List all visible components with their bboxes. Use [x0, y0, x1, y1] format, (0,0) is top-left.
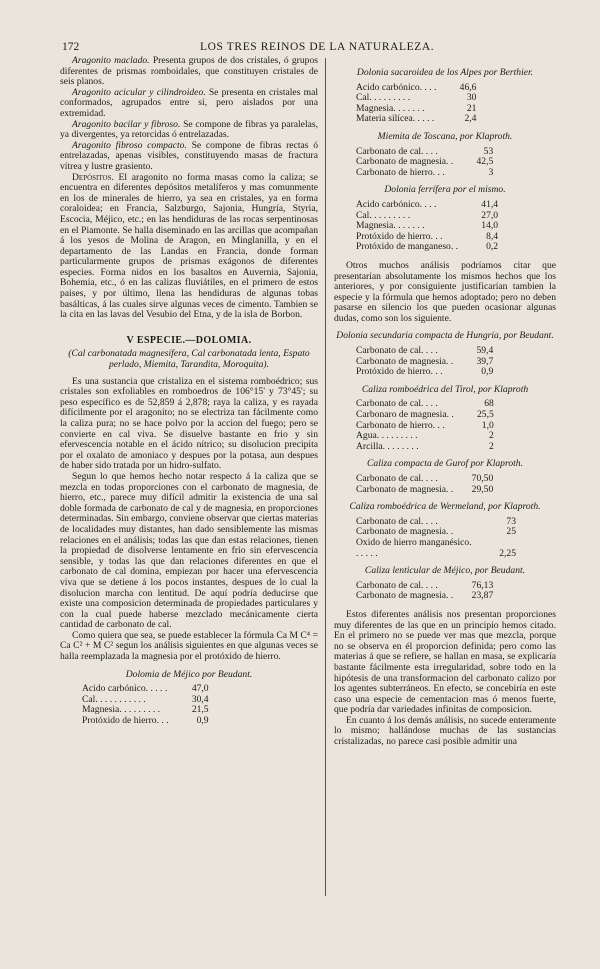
analysis-table [356, 399, 494, 452]
component-label: Carbonato de cal. . . . [356, 345, 438, 357]
component-label: Acido carbónico. . . . [356, 198, 437, 210]
table-row [356, 538, 516, 559]
component-value: 2 [488, 440, 494, 452]
analysis-table [356, 200, 498, 253]
component-value: 8,4 [486, 230, 499, 242]
component-label: Magnesia. . . . . . . [356, 220, 425, 232]
component-label: Carbonato de cal. . . . [356, 579, 438, 591]
component-label: Acido carbónico. . . . [356, 81, 437, 93]
component-label: Arcilla. . . . . . . . [356, 440, 419, 452]
variety-name: Aragonito bacilar y fibroso. [72, 118, 181, 130]
section-heading: V ESPECIE.—DOLOMIA. [126, 334, 252, 346]
paragraph-text: El aragonito no forma masas como la caliza; se encuentra en diferentes depósitos metalíferos y mas comunmente en los de minerales de hierro, ya sea en cristales, ya en forma coraloidea; en Francia, Salzburgo, Sajonia, Hungría, Styria, Escocia, Méjico, etc.; en las hendiduras de las rocas serpentinosas en el Piamonte. Se halla diseminado en las arcillas que acompañan á los yesos de Molina de Aragon, en Minglanilla, y en el departamento de las Landas en Francia, donde forman particularmente grupos de prismas exágonos de diferentes especies. Forma nidos en los basaltos en Auvernia, Sajonia, Bohemia, etc., ó en las calizas fluviátiles, en el primero de estos paises, y por último, llena las hendiduras de algunas tobas basálticas, á las cuales sirve algunas veces de cimento. Tambien se la cita en las lavas del Vesubio del Etna, y de la isla de Borbon. [60, 171, 318, 321]
paragraph: Estos diferentes análisis nos presentan proporciones muy diferentes de las que en un principio hemos citado. En el primero no se puede ver mas que mezcla, porque no se observa en él proporcion definida; pero como las materias á que se refiere, se hallan en masa, se explicaría bastante fácilmente esta irregularidad, sobre todo en la hipótesis de una transformacion del carbonato calizo por los agentes subterráneos. En efecto, se concebiría en este caso una especie de cementacion mas ó menos fuerte, que podría dar variedades infinitas de composicion. [334, 608, 556, 716]
running-header [62, 41, 562, 55]
analysis-table [356, 517, 516, 559]
component-value: 2,25 [499, 547, 516, 559]
component-label: Carbonato de cal. . . . [356, 145, 438, 157]
component-value: 59,4 [476, 345, 494, 357]
table-row [356, 168, 493, 179]
component-label: Materia silícea. . . . . [356, 113, 435, 125]
paragraph: Segun lo que hemos hecho notar respecto á la caliza que se mezcla en todas proporciones con el carbonato de magnesia, de hierro, etc., parece muy difícil admitir la existencia de una sal doble formada de carbonato de cal y de magnesia, en proporciones determinadas. Sin embargo, conviene observar que ciertas materias de localidades muy distantes, han dado sensiblemente las mismas relaciones en el análisis; todas las que dan estas relaciones, tienen la propiedad de disolverse lentamente en frio sin efervescencia sensible, y todas las que dan relaciones diferentes en que el carbonato de cal domina, empiezan por hacer una efervescencia viva que se detiene á los pocos instantes, despues de lo cual la disolucion marcha con lentitud. De aquí podría deducirse que existe una composicion determinada de propiedades particulares y con la cual puede haberse mezclado mecánicamente cierta cantidad de carbonato de cal. [60, 470, 318, 631]
analysis-title: Miemita de Toscana, por Klaproth. [377, 130, 513, 142]
paragraph-text: Se presenta en cristales mal conformados, agrupados entre sí, pero aislados por una extremidad. [60, 86, 318, 119]
table-row [356, 114, 476, 125]
variety-name: Aragonito maclado. [72, 55, 150, 66]
component-label: Carbonato de magnesia. . [356, 590, 454, 602]
paragraph [60, 173, 318, 321]
paragraph-text: Se compone de fibras ya paralelas, ya divergentes, ya retorcidas ó entrelazadas. [60, 118, 318, 141]
column-divider [325, 58, 326, 896]
component-value: 53 [483, 145, 494, 157]
component-value: 30 [466, 92, 477, 104]
variety-name: Aragonito acicular y cilindroideo. [72, 86, 206, 98]
component-value: 14,0 [481, 220, 499, 232]
component-value: 25 [506, 526, 516, 538]
component-value: 68 [484, 398, 494, 410]
paragraph [60, 88, 318, 120]
component-label: Carbonato de magnesia. . [356, 526, 454, 538]
component-value: 46,6 [459, 81, 477, 93]
component-label: Cal. . . . . . . . . . . [82, 693, 146, 705]
paragraph: Es una sustancia que cristaliza en el sistema romboédrico; sus cristales son exfoliables en romboedros de 106°15' y 73°45'; su peso específico es de 52,859 á 2,878; raya la caliza, y es rayada difícilmente por el aragonito; no se electriza tan fácilmente como la caliza pura; no se hace polvo por la accion del fuego; pero se convierte en cal viva. Se disuelve bastante en frio y sin efervescencia notable en el ácido nítrico; su disolucion precipita por el oxalato de amoniaco y despues por la potasa, aun despues de haber sido tratada por un hidro-sulfato. [60, 375, 318, 472]
page-number: 172 [62, 41, 80, 53]
paragraph [60, 56, 318, 88]
paragraph [60, 120, 318, 141]
analysis-table [82, 684, 209, 726]
paragraph: Como quiera que sea, se puede establecer la fórmula Ca M C⁴ = Ca C² + M C² segun los análisis siguientes en que algunas veces se halla reemplazada la magnesia por el protóxido de hierro. [60, 629, 318, 663]
component-label: Carbonato de hierro. . . [356, 166, 445, 178]
paragraph: Otros muchos análisis podríamos citar que presentarían absolutamente los mismos hechos que los anteriores, y por consiguiente justificarían tambien la especie y la fórmula que hemos adoptado; pero no deben pasarse en silencio los que pueden ocasionar algunas dudas, como son los siguiente. [334, 259, 556, 324]
analysis-table [356, 581, 493, 602]
table-row [356, 200, 498, 211]
analysis-table [356, 83, 476, 125]
paragraph-text: Se compone de fibras rectas ó entrelazadas, apenas visibles, constituyendo masas de fractura vítrea y lustre grasiento. [60, 139, 318, 172]
component-label: Carbonato de cal. . . . [356, 515, 438, 527]
analysis-title: Dolonia secundaria compacta de Hungría, por Beudant. [336, 330, 554, 342]
paragraph [60, 141, 318, 173]
table-row [356, 442, 494, 453]
paragraph: En cuanto á los demás análisis, no sucede enteramente lo mismo; hallándose muchas de las sustancias cristalizadas, no parece casi posible admitir una [334, 714, 556, 748]
running-title: LOS TRES REINOS DE LA NATURALEZA. [200, 41, 435, 53]
component-label: Carbonato de hierro. . . [356, 419, 445, 431]
component-value: 39,7 [476, 355, 494, 367]
analysis-title: Caliza compacta de Gurof por Klaproth. [367, 458, 523, 470]
component-label: Carbonato de magnesia. . [356, 156, 454, 168]
table-row [82, 716, 209, 727]
analysis-table [356, 147, 493, 179]
component-label: Protóxido de hierro. . . [82, 715, 169, 727]
table-row [356, 591, 493, 602]
component-label: Acido carbónico. . . . . [82, 683, 168, 695]
analysis-title: Caliza romboédrica de Wermeland, por Klaproth. [349, 501, 541, 513]
component-label: Carbonato de magnesia. . [356, 483, 454, 495]
component-value: 30,4 [191, 693, 209, 705]
component-label: Magnesia. . . . . . . . . [82, 704, 161, 716]
analysis-title: Caliza lenticular de Méjico, por Beudant. [364, 565, 526, 577]
component-label: Magnesia. . . . . . . [356, 102, 425, 114]
component-label: Carbonato de cal. . . . [356, 398, 438, 410]
component-label: Protóxido de hierro. . . [356, 230, 443, 242]
component-value: 25,5 [476, 409, 494, 421]
component-value: 0,2 [486, 241, 499, 253]
run-in-heading: Depósitos. [72, 171, 114, 183]
variety-name: Aragonito fibroso compacto. [72, 139, 187, 151]
analysis-table [356, 346, 493, 378]
table-row [356, 367, 493, 378]
synonyms: (Cal carbonatada magnesífera, Cal carbonatada lenta, Espato perlado, Miemita, Tarandita, Moroquita). [68, 348, 310, 371]
left-column [60, 56, 318, 727]
component-label: Carbonato de cal. . . . [356, 473, 438, 484]
component-value: 29,50 [471, 483, 494, 495]
component-label: Carbonato de magnesia. . [356, 355, 454, 367]
component-value: 21 [466, 102, 477, 114]
component-value: 42,5 [476, 156, 494, 168]
table-row [356, 485, 493, 496]
component-value: 21,5 [191, 704, 209, 716]
component-value: 23,87 [471, 590, 494, 602]
component-value: 2,4 [464, 113, 477, 125]
analysis-title: Dolomia de Méjico por Beudant. [125, 668, 253, 680]
component-value: 73 [506, 515, 516, 527]
component-value: 1,0 [481, 419, 494, 431]
component-value: 0,9 [196, 715, 209, 727]
component-label: Cal. . . . . . . . . [356, 92, 411, 104]
component-label: Protóxido de manganeso. . [356, 241, 459, 253]
analysis-title: Dolonia ferrífera por el mismo. [384, 184, 506, 196]
component-value: 27,0 [481, 209, 499, 221]
table-row [356, 242, 498, 253]
component-label: Oxido de hierro manganésico. . . . . . [356, 536, 472, 559]
component-value: 0,9 [481, 366, 494, 378]
component-value: 2 [488, 430, 494, 442]
analysis-table [356, 474, 493, 495]
component-value: 76,13 [471, 579, 494, 591]
analysis-title: Caliza romboédrica del Tirol, por Klaproth [361, 383, 529, 395]
paragraph-text: Presenta grupos de dos cristales, ó grupos diferentes de prismas romboidales, que constituyen cristales de seis planos. [60, 55, 318, 88]
component-label: Agua. . . . . . . . . [356, 430, 418, 442]
component-value: 47,0 [191, 683, 209, 695]
right-column [334, 56, 556, 748]
component-value: 3 [488, 166, 494, 178]
component-label: Carbonaro de magnesia. . [356, 409, 454, 421]
component-label: Protóxido de hierro. . . [356, 366, 443, 378]
component-value: 41,4 [481, 198, 499, 210]
table-row [356, 474, 493, 485]
analysis-title: Dolonia sacaroidea de los Alpes por Berthier. [356, 67, 534, 78]
component-value: 70,50 [471, 473, 494, 484]
component-label: Cal. . . . . . . . . [356, 209, 411, 221]
